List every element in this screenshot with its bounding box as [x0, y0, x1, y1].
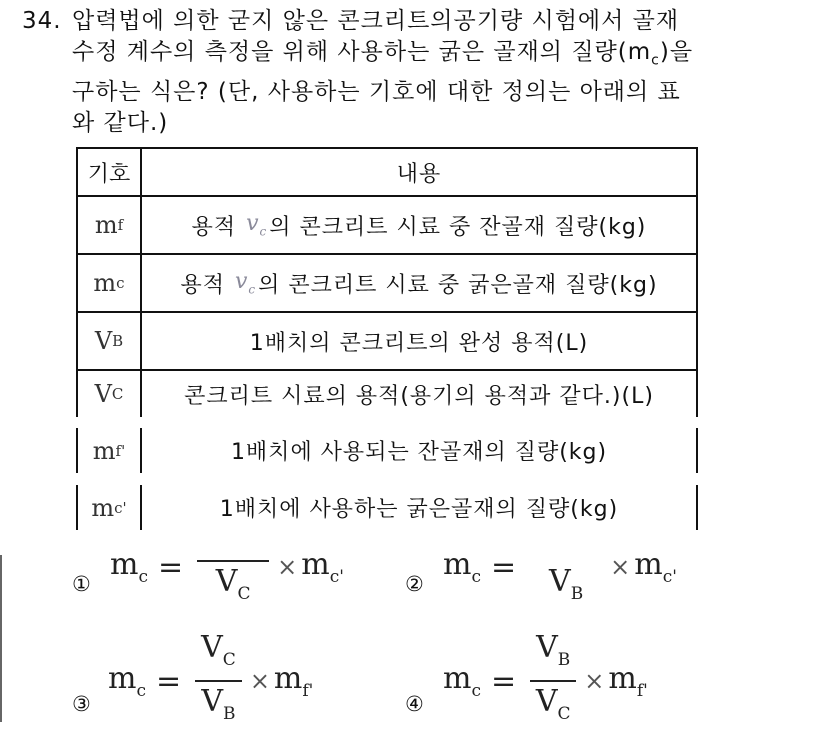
row-symbol: m f [78, 197, 142, 253]
option-3-formula[interactable]: $m_c$ = $\frac{V_C}{V_B}$ × $m_{f'}$ [108, 630, 314, 724]
row-symbol: m c [78, 255, 142, 311]
option-2-marker[interactable]: ② [405, 572, 424, 596]
table-row [76, 253, 698, 311]
header-symbol: 기호 [78, 149, 142, 195]
row-symbol: V C [78, 371, 142, 417]
table-header-row [76, 147, 698, 195]
row-desc: 1배치에 사용되는 잔골재의 질량(kg) [230, 440, 608, 465]
table-row [76, 195, 698, 253]
left-border-line [0, 555, 2, 722]
option-4-formula[interactable]: $m_c$ = $\frac{V_B}{V_C}$ × $m_{f'}$ [443, 630, 648, 724]
header-content: 내용 [396, 161, 442, 187]
row-symbol: m c' [78, 485, 142, 530]
option-2-formula[interactable]: $m_c$ = $V_B$ × $m_{c'}$ [443, 550, 677, 604]
row-symbol: m f' [78, 428, 142, 473]
row-desc: 1배치의 콘크리트의 완성 용적(L) [249, 330, 589, 356]
row-symbol: V B [78, 313, 142, 369]
row-desc: 용적 $v_c$ 의 콘크리트 시료 중 잔골재 질량(kg) [191, 211, 647, 240]
row-desc: 용적 $v_c$ 의 콘크리트 시료 중 굵은골재 질량(kg) [180, 269, 658, 298]
question-line-1: 압력법에 의한 굳지 않은 콘크리트의공기량 시험에서 골재 [72, 8, 680, 34]
question-line-4: 와 같다.) [72, 109, 169, 136]
table-row [76, 428, 698, 473]
row-desc: 1배치에 사용하는 굵은골재의 질량(kg) [219, 497, 619, 522]
row-desc: 콘크리트 시료의 용적(용기의 용적과 같다.)(L) [184, 383, 654, 409]
option-1-marker[interactable]: ① [72, 572, 91, 596]
question-text [72, 6, 802, 139]
question-line-3: 구하는 식은? (단, 사용하는 기호에 대한 정의는 아래의 표 [72, 78, 681, 105]
option-4-marker[interactable]: ④ [405, 692, 424, 716]
question-number: 34. [22, 8, 62, 34]
table-row [76, 311, 698, 369]
question [22, 6, 802, 139]
option-1-formula[interactable]: $m_c$ = $V_C$ × $m_{c'}$ [110, 550, 370, 610]
table-row [76, 369, 698, 417]
question-line-2: 수정 계수의 측정을 위해 사용하는 굵은 골재의 질량$(m_c)$을 [72, 39, 694, 69]
option-3-marker[interactable]: ③ [72, 692, 91, 716]
table-row [76, 485, 698, 530]
